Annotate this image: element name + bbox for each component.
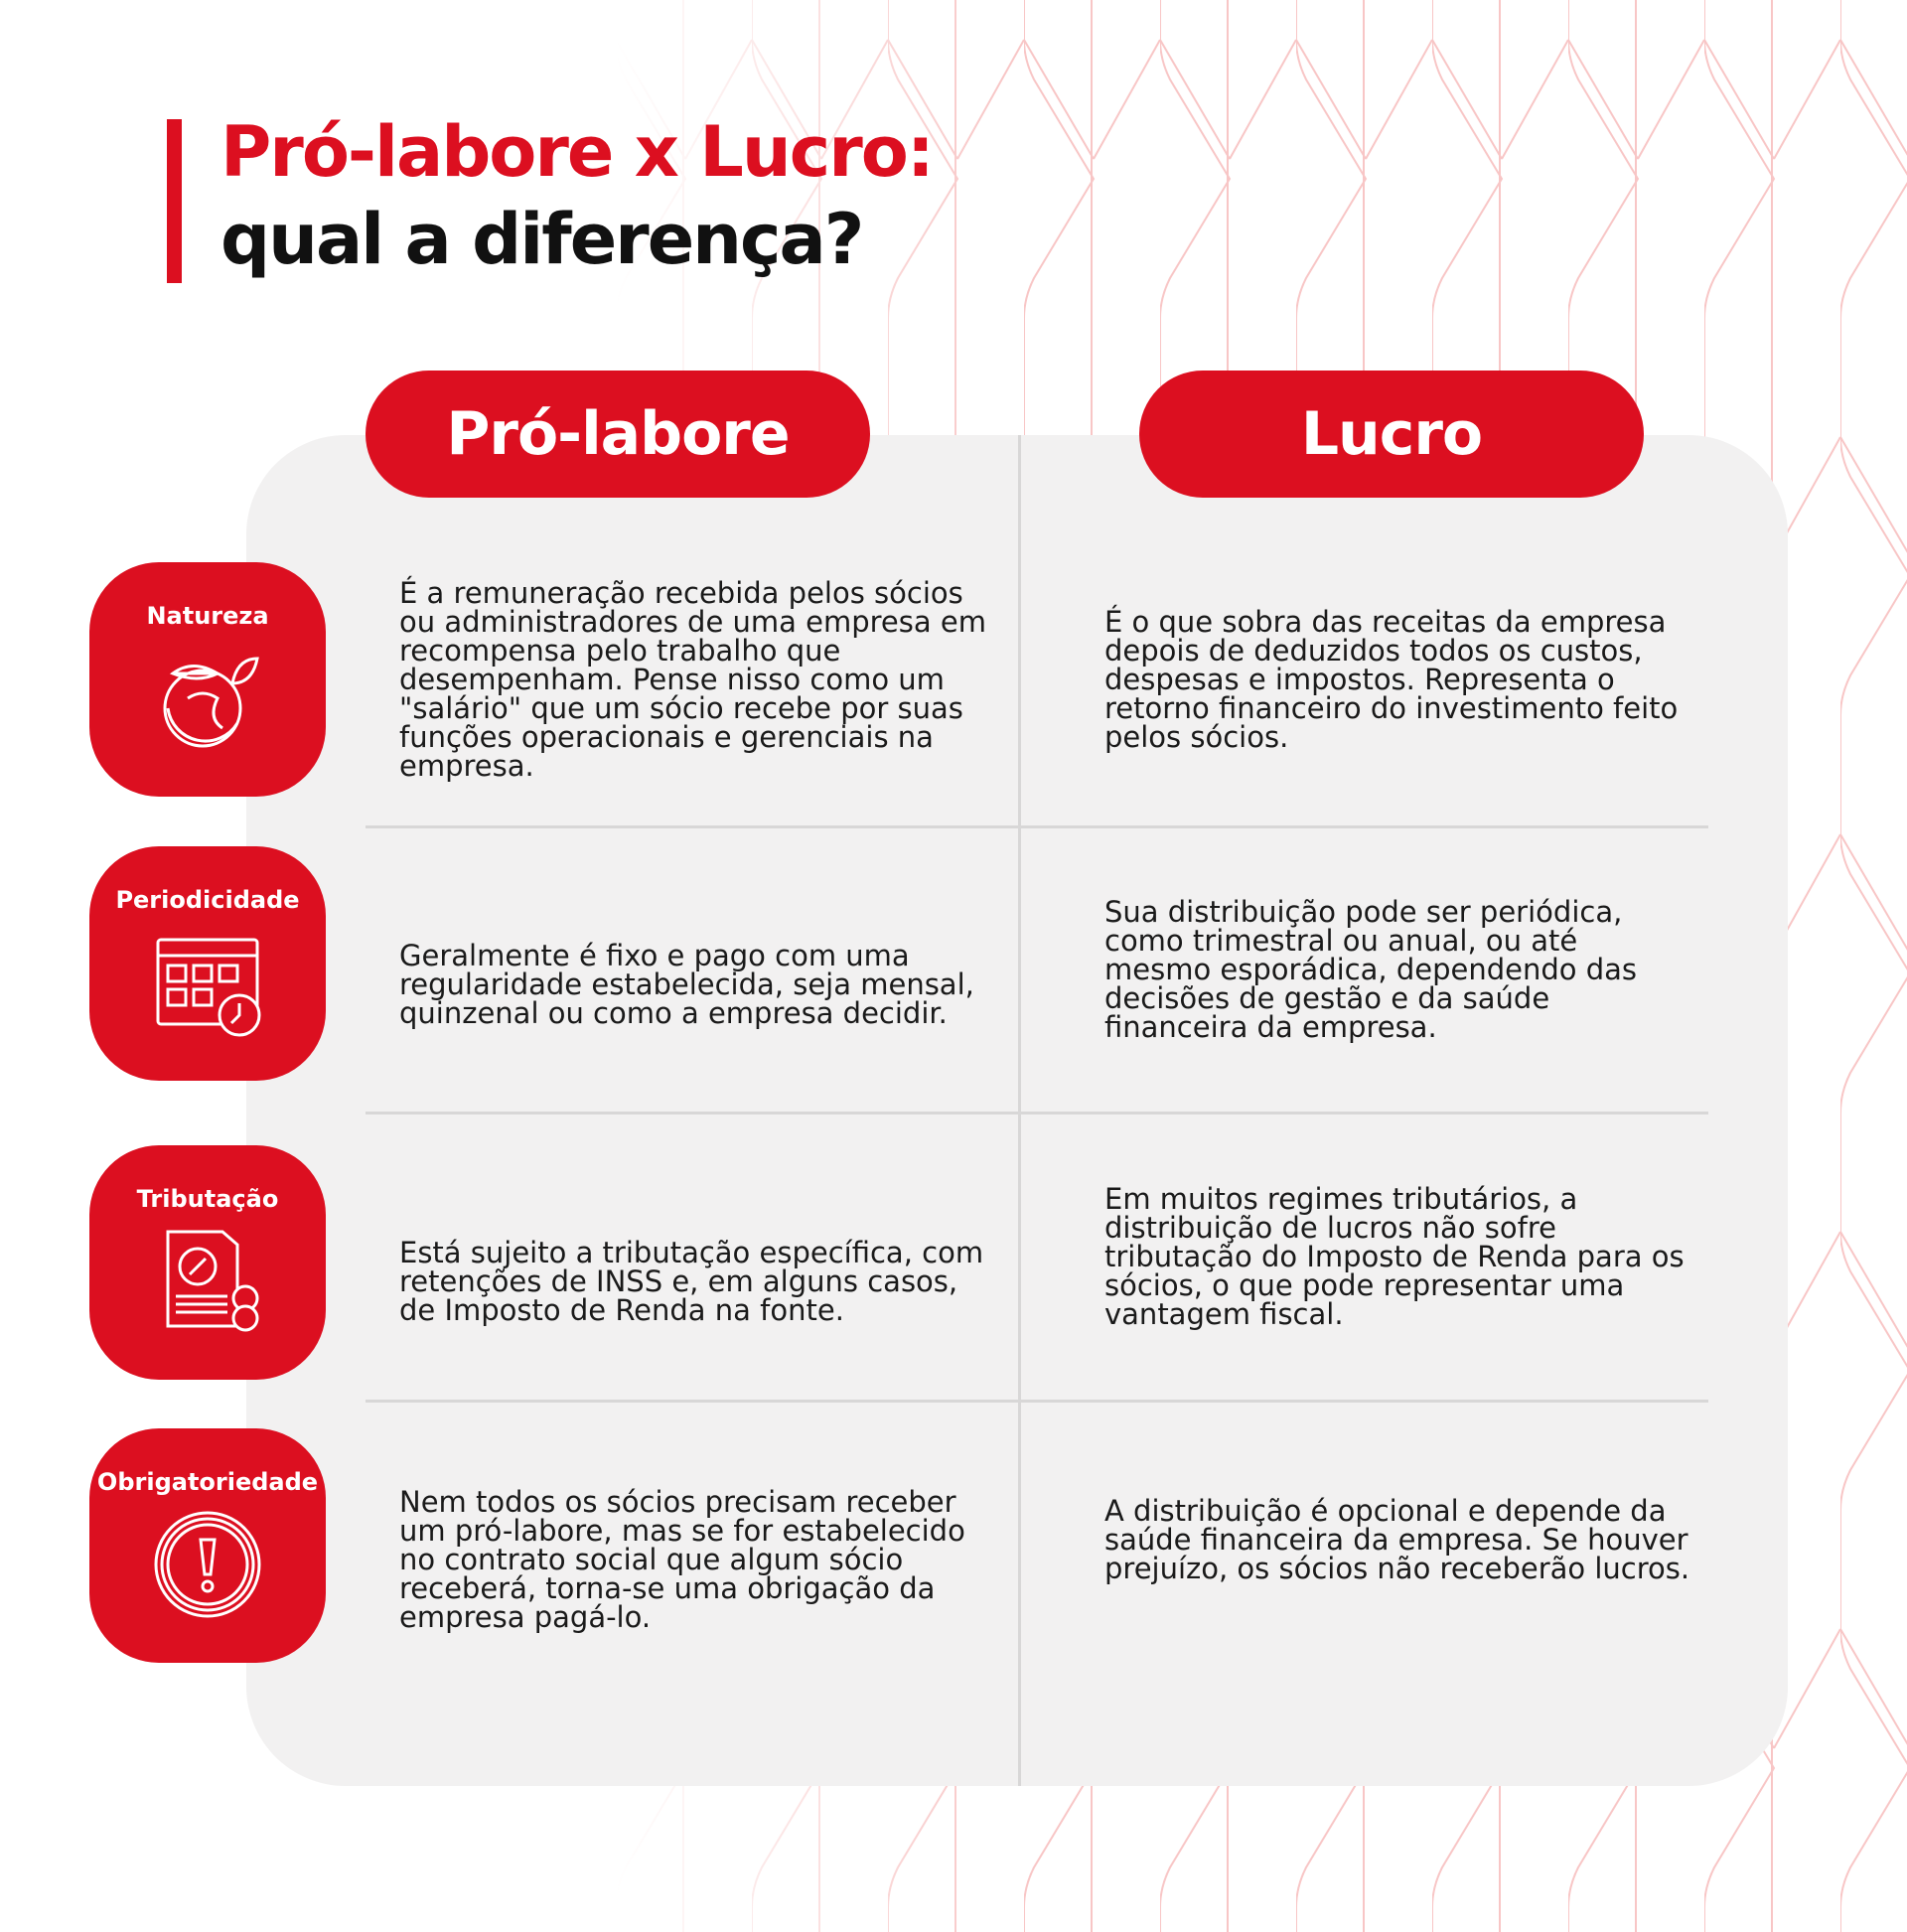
- globe-leaves-icon: [148, 644, 267, 753]
- title-accent-bar: [167, 119, 182, 283]
- row-label-text: Periodicidade: [115, 886, 300, 914]
- row-divider: [366, 825, 1708, 828]
- calendar-clock-icon: [148, 928, 267, 1037]
- row-label-text: Obrigatoriedade: [96, 1468, 319, 1496]
- column-header-lucro: Lucro: [1139, 371, 1644, 498]
- row-label-tributacao: [89, 1145, 326, 1380]
- row-label-obrigatoriedade: [89, 1428, 326, 1663]
- exclamation-circle-icon: [148, 1510, 267, 1619]
- lucro-periodicidade: Sua distribuição pode ser periódica, como trimestral ou anual, ou até mesmo esporádica, dependendo das decisões de gestão e da saúde financeira da empresa.: [1104, 894, 1637, 1044]
- column-divider: [1018, 435, 1021, 1786]
- lucro-natureza: É o que sobra das receitas da empresa depois de deduzidos todos os custos, despesas e impostos. Representa o retorno financeiro do investimento feito pelos sócios.: [1104, 604, 1679, 754]
- row-divider: [366, 1112, 1708, 1115]
- row-label-text: Natureza: [146, 602, 269, 630]
- lucro-obrigatoriedade: A distribuição é opcional e depende da saúde financeira da empresa. Se houver prejuízo, os sócios não receberão lucros.: [1104, 1493, 1690, 1585]
- pro-labore-tributacao: Está sujeito a tributação específica, com retenções de INSS e, em alguns casos, de Imposto de Renda na fonte.: [399, 1235, 984, 1327]
- lucro-tributacao: Em muitos regimes tributários, a distribuição de lucros não sofre tributação do Imposto de Renda para os sócios, o que pode representar uma vantagem fiscal.: [1104, 1181, 1685, 1331]
- row-divider: [366, 1400, 1708, 1403]
- pro-labore-natureza: É a remuneração recebida pelos sócios ou administradores de uma empresa em recompensa pelo trabalho que desempenham. Pense nisso como um "salário" que um sócio recebe por suas funções operacionais e gerenciais na empresa.: [399, 575, 986, 783]
- column-header-pro-labore: Pró-labore: [366, 371, 870, 498]
- row-label-text: Tributação: [136, 1185, 279, 1213]
- tax-document-icon: [148, 1227, 267, 1336]
- page-subtitle: qual a diferença?: [220, 199, 863, 280]
- pro-labore-periodicidade: Geralmente é fixo e pago com uma regularidade estabelecida, seja mensal, quinzenal ou como a empresa decidir.: [399, 938, 974, 1030]
- page-title: Pró-labore x Lucro:: [220, 111, 933, 193]
- pro-labore-obrigatoriedade: Nem todos os sócios precisam receber um pró-labore, mas se for estabelecido no contrato social que algum sócio receberá, torna-se uma obrigação da empresa pagá-lo.: [399, 1484, 965, 1634]
- row-label-natureza: [89, 562, 326, 797]
- row-label-periodicidade: [89, 846, 326, 1081]
